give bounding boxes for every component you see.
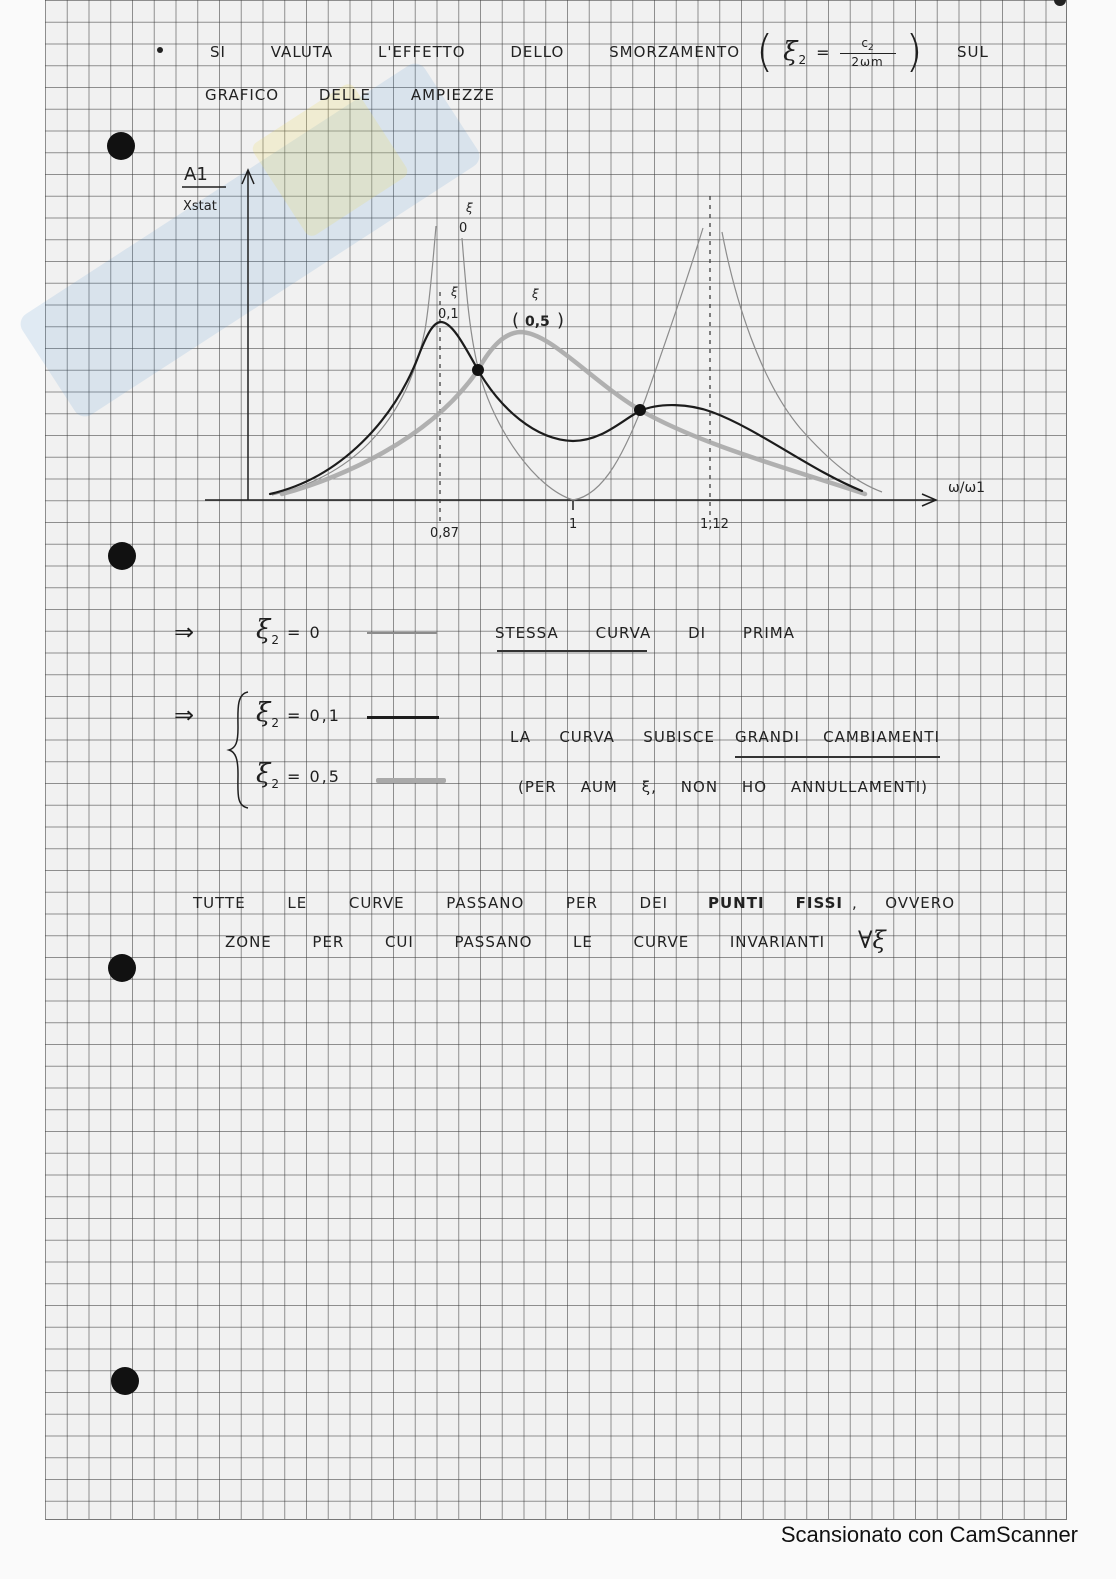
implies-arrow-icon: ⇒ [174,618,195,646]
emphasis-underline [735,756,940,758]
case-subscript: 2 [271,633,279,647]
heading-line-1: SI VALUTA L'EFFETTO DELLO SMORZAMENTO [210,43,740,61]
conclusion-forall-symbol: ∀ξ [858,926,886,954]
fixed-point-marker [472,364,484,376]
legend-line-xi-0-1 [367,716,439,719]
fixed-point-marker [634,404,646,416]
y-axis-label-numerator: A1 [184,164,208,185]
legend-line-xi-0 [367,632,437,634]
x-tick-label: 1 [569,517,578,532]
case-xi-0-1 [256,698,341,730]
formula-open-paren: ( [756,26,774,77]
formula-symbol: ξ [783,37,798,67]
implies-arrow-icon: ⇒ [174,701,195,729]
curve-label-xi-0-5-symbol: ξ [532,287,539,301]
formula-numerator-subscript: 2 [867,42,874,53]
x-tick-label: 1,12 [700,517,729,532]
x-axis-label: ω/ω1 [948,480,986,496]
x-tick-label: 0,87 [430,526,459,541]
case-value: = 0,1 [286,706,341,725]
comment-underline [497,650,647,652]
case-value: = 0,5 [286,767,341,786]
case-symbol: ξ [256,759,271,789]
case-symbol: ξ [256,615,271,645]
curve-label-xi-0-value: 0 [459,221,468,236]
conclusion-fixed-points: PUNTI FISSI [708,894,843,912]
curve-label-xi-0-5-close: ) [557,310,565,331]
case-symbol: ξ [256,698,271,728]
curve-xi-0-middle-branch [462,228,703,500]
cases-brace [229,692,248,808]
case-xi-0-5 [256,759,341,791]
formula-close-paren: ) [905,26,923,77]
conclusion-line-2: ZONE PER CUI PASSANO LE CURVE INVARIANTI [225,933,825,951]
damped-comment-emphasis: GRANDI CAMBIAMENTI [735,728,940,746]
conclusion-line-1: TUTTE LE CURVE PASSANO PER DEI [193,894,668,912]
y-axis-label-denominator: Xstat [183,199,217,214]
legend-line-xi-0-5 [376,778,446,783]
formula-denominator: 2ωm [851,54,884,69]
case-subscript: 2 [271,777,279,791]
curve-label-xi-0-symbol: ξ [466,201,473,215]
damped-note: (PER AUM ξ, NON HO ANNULLAMENTI) [518,778,928,796]
heading-line-2: GRAFICO DELLE AMPIEZZE [205,86,495,104]
curve-label-xi-0-1-value: 0,1 [438,307,459,322]
case-value: = 0 [286,623,322,642]
formula-subscript: 2 [798,53,807,67]
scanner-footer: Scansionato con CamScanner [780,1522,1078,1547]
damped-comment: LA CURVA SUBISCE [510,728,715,746]
case-xi-0 [256,615,322,647]
curve-label-xi-0-1-symbol: ξ [451,285,458,299]
curve-xi-0-left-branch [272,226,436,495]
heading-line-1-end: SUL [957,43,989,61]
curve-xi-0-1 [270,322,862,494]
case-xi-0-comment: STESSA CURVA DI PRIMA [495,624,795,642]
conclusion-line-1-end: , OVVERO [852,894,955,912]
formula-numerator-symbol: c [861,35,868,50]
curve-label-xi-0-5-open: ( [512,310,520,331]
curve-label-xi-0-5-value: 0,5 [525,314,550,330]
formula-equals: = [816,42,830,62]
curve-xi-0-5 [282,332,865,494]
case-subscript: 2 [271,716,279,730]
